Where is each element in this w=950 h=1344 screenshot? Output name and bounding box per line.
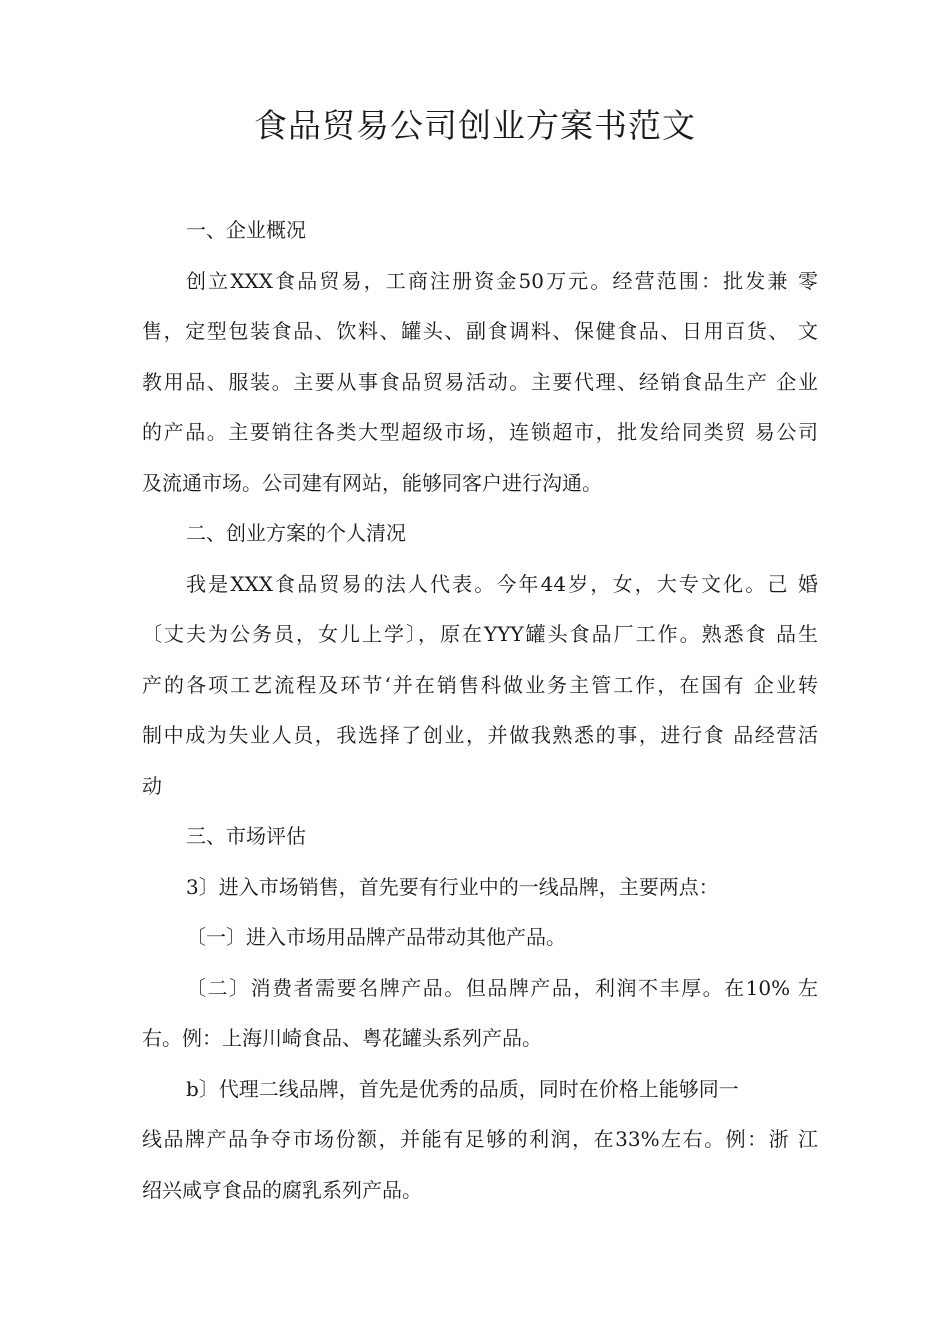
section-3-paragraph-1	[142, 862, 818, 913]
section-3-paragraph-3	[142, 963, 818, 1064]
text-line: 3〕进入市场销售，首先要有行业中的一线品牌，主要两点：	[186, 874, 719, 899]
text-line: b〕代理二线品牌，首先是优秀的品质，同时在价格上能够同一	[186, 1076, 739, 1101]
text-line: 右。例：上海川崎食品、粤花罐头系列产品。	[142, 1026, 542, 1050]
text-line: 创立XXX食品贸易，工商注册资金50万元。经营范围：批发兼 零	[186, 268, 818, 293]
section-3-paragraph-4	[142, 1064, 818, 1216]
section-heading-1: 一、企业概况	[186, 218, 306, 242]
text-line: 产的各项工艺流程及环节‘并在销售科做业务主管工作，在国有 企业转	[142, 672, 818, 697]
section-1-paragraph-1	[142, 256, 818, 509]
text-line: 绍兴咸亨食品的腐乳系列产品。	[142, 1177, 422, 1202]
text-line: 线品牌产品争夺市场份额，并能有足够的利润，在33%左右。例：浙 江	[142, 1127, 818, 1151]
section-3-paragraph-2	[142, 912, 818, 963]
section-heading-3: 三、市场评估	[186, 824, 306, 848]
text-line: 及流通市场。公司建有网站，能够同客户进行沟通。	[142, 470, 602, 495]
document-title: 食品贸易公司创业方案书范文	[254, 106, 696, 145]
text-line: 教用品、服装。主要从事食品贸易活动。主要代理、经销食品生产 企业	[142, 369, 818, 394]
text-line: 售，定型包装食品、饮料、罐头、副食调料、保健食品、日用百货、 文	[142, 319, 818, 343]
text-line: 制中成为失业人员，我选择了创业，并做我熟悉的事，进行食 品经营活	[142, 723, 818, 747]
document-body	[142, 205, 818, 1215]
text-line: 我是XXX食品贸易的法人代表。今年44岁，女，大专文化。己 婚	[186, 571, 818, 596]
section-heading-2: 二、创业方案的个人清况	[186, 521, 406, 545]
text-line: 的产品。主要销往各类大型超级市场，连锁超市，批发给同类贸 易公司	[142, 420, 818, 444]
text-line: 〔一〕进入市场用品牌产品带动其他产品。	[186, 925, 566, 949]
text-line: 动	[142, 773, 162, 798]
text-line: 〔二〕消费者需要名牌产品。但品牌产品，利润不丰厚。在10% 左	[186, 975, 818, 1000]
section-2-paragraph-1	[142, 559, 818, 812]
text-line: 〔丈夫为公务员，女儿上学〕，原在YYY罐头食品厂工作。熟悉食 品生	[142, 622, 818, 646]
